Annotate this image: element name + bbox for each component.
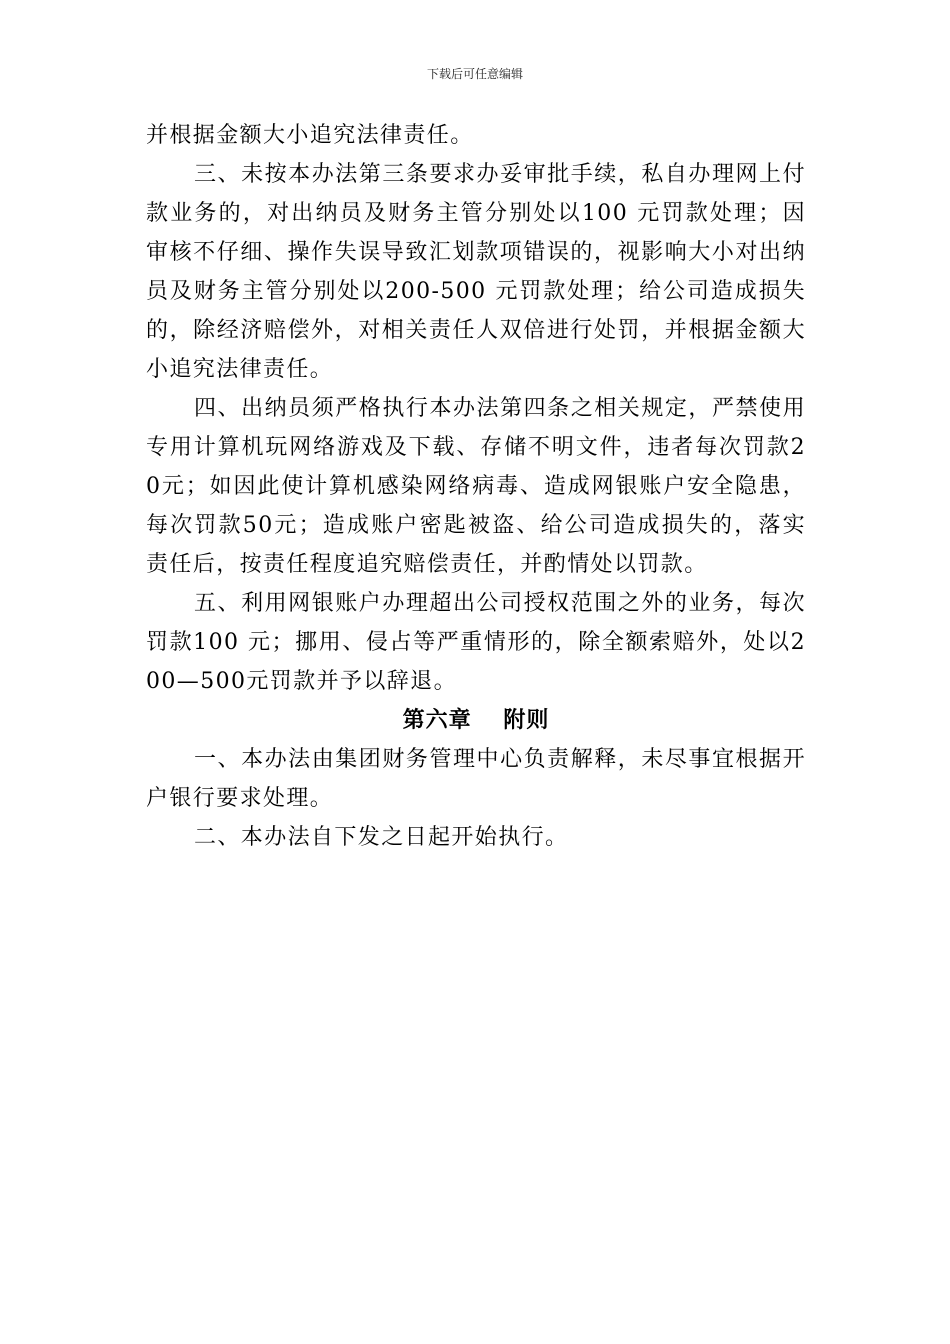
paragraph-appendix-1: 一、本办法由集团财务管理中心负责解释，未尽事宜根据开户银行要求处理。 xyxy=(146,747,806,811)
paragraph-item-3: 三、未按本办法第三条要求办妥审批手续，私自办理网上付款业务的，对出纳员及财务主管分别处以100 元罚款处理；因审核不仔细、操作失误导致汇划款项错误的，视影响大小对出纳员及财务主管分别处以200-500 元罚款处理；给公司造成损失的，除经济赔偿外，对相关责任人双倍进行处罚，并根据金额大小追究法律责任。 xyxy=(146,162,806,382)
paragraph-continuation: 并根据金额大小追究法律责任。 xyxy=(146,123,474,148)
page-header-note: 下载后可任意编辑 xyxy=(426,67,523,81)
paragraph-item-5: 五、利用网银账户办理超出公司授权范围之外的业务，每次罚款100 元；挪用、侵占等严重情形的，除全额索赔外，处以200—500元罚款并予以辞退。 xyxy=(146,591,806,694)
paragraph-appendix-2: 二、本办法自下发之日起开始执行。 xyxy=(194,825,569,850)
document-body xyxy=(146,116,806,857)
chapter-title: 第六章 附则 xyxy=(402,707,550,733)
paragraph-item-4: 四、出纳员须严格执行本办法第四条之相关规定，严禁使用专用计算机玩网络游戏及下载、存储不明文件，违者每次罚款20元；如因此使计算机感染网络病毒、造成网银账户安全隐患，每次罚款50元；造成账户密匙被盗、给公司造成损失的，落实责任后，按责任程度追究赔偿责任，并酌情处以罚款。 xyxy=(146,396,806,577)
